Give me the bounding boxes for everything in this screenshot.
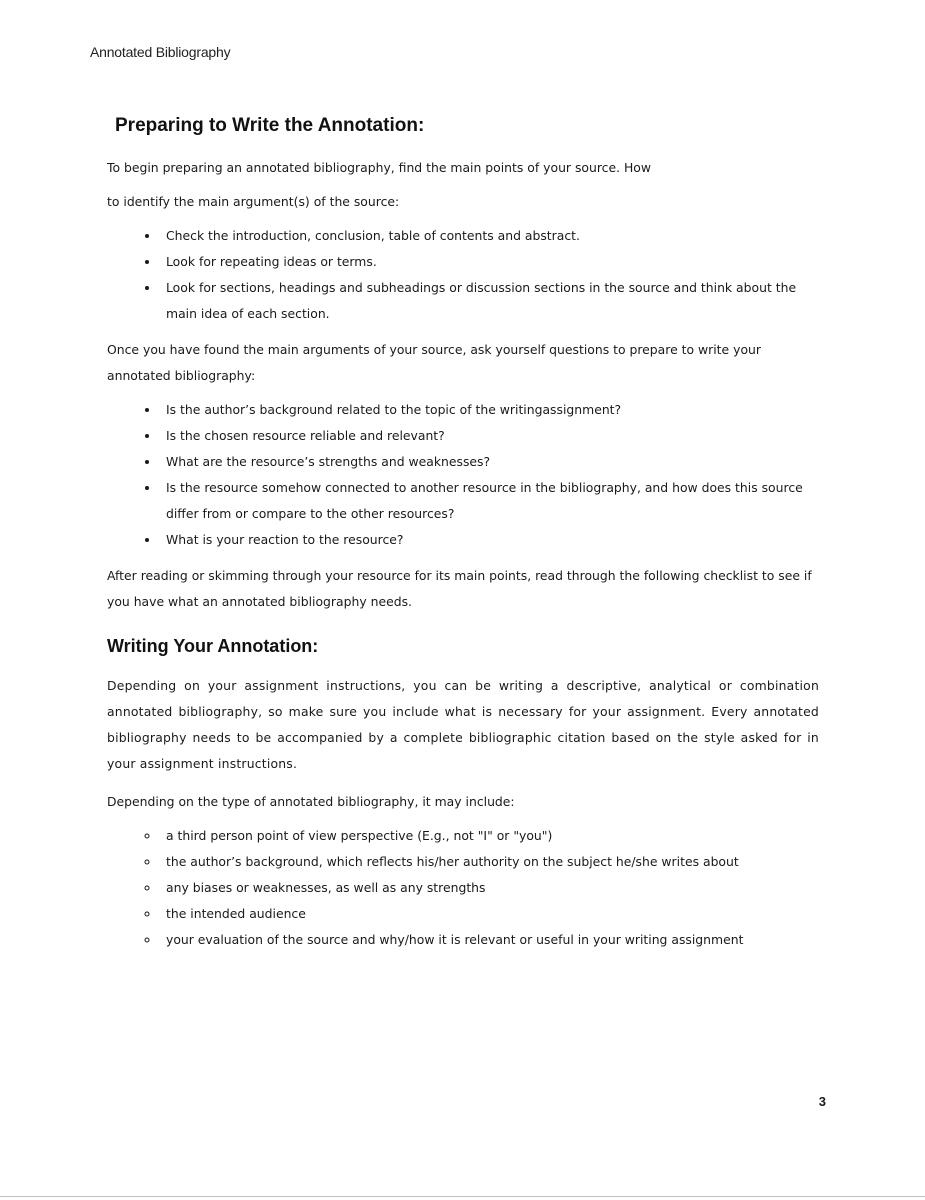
- questions-list: [107, 397, 819, 553]
- include-intro-paragraph: Depending on the type of annotated bibliography, it may include:: [107, 794, 515, 809]
- checklist-paragraph: After reading or skimming through your resource for its main points, read through the following checklist to see if you have what an annotated bibliography needs.: [107, 568, 812, 609]
- running-header: Annotated Bibliography: [90, 44, 231, 60]
- list-item: • What are the resource’s strengths and weaknesses?: [160, 449, 819, 475]
- list-item: • Check the introduction, conclusion, table of contents and abstract.: [160, 223, 819, 249]
- questions-intro-paragraph: Once you have found the main arguments of your source, ask yourself questions to prepare to write your annotated bibliography:: [107, 342, 761, 383]
- list-item: • Is the author’s background related to the topic of the writingassignment?: [160, 397, 819, 423]
- page-edge-divider: [0, 1196, 925, 1197]
- assignment-paragraph: Depending on your assignment instructions, you can be writing a descriptive, analytical or combination annotated bibliography, so make sure you include what is necessary for your assignment. Every annotated bibliography needs to be accompanied by a complete bibliographic citation based on the style asked for in your assignment instructions.: [107, 678, 819, 771]
- intro-paragraph-line-2: to identify the main argument(s) of the source:: [107, 194, 400, 209]
- include-list: [107, 823, 819, 953]
- list-item: • Look for repeating ideas or terms.: [160, 249, 819, 275]
- list-item: • Is the resource somehow connected to another resource in the bibliography, and how does this source differ from or compare to the other resources?: [160, 475, 819, 527]
- list-item: • Look for sections, headings and subheadings or discussion sections in the source and think about the main idea of each section.: [160, 275, 819, 327]
- section-heading-preparing: Preparing to Write the Annotation:: [115, 115, 425, 136]
- page-body: [107, 112, 819, 963]
- list-item: ◦ your evaluation of the source and why/how it is relevant or useful in your writing assignment: [160, 927, 819, 953]
- list-item: ◦ a third person point of view perspective (E.g., not "I" or "you"): [160, 823, 819, 849]
- list-item: • Is the chosen resource reliable and relevant?: [160, 423, 819, 449]
- list-item: ◦ the intended audience: [160, 901, 819, 927]
- list-item: ◦ the author’s background, which reflects his/her authority on the subject he/she writes about: [160, 849, 819, 875]
- intro-paragraph-line-1: To begin preparing an annotated bibliography, find the main points of your source. How: [107, 160, 652, 175]
- section-heading-writing: Writing Your Annotation:: [107, 636, 319, 656]
- page-number: 3: [818, 1094, 826, 1109]
- list-item: ◦ any biases or weaknesses, as well as any strengths: [160, 875, 819, 901]
- list-item: • What is your reaction to the resource?: [160, 527, 819, 553]
- main-points-list: [107, 223, 819, 327]
